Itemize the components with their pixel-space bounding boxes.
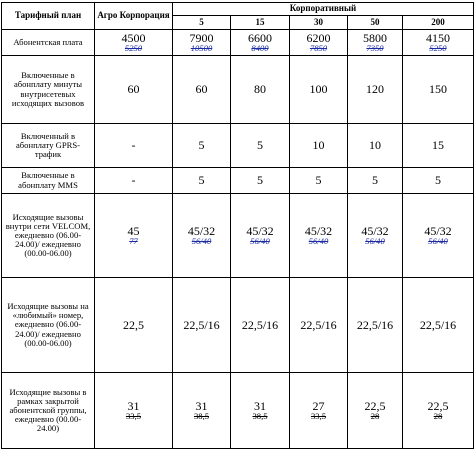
- current-price: 45/32: [187, 223, 216, 238]
- old-price: 5250: [124, 43, 143, 54]
- value-cell: [95, 56, 173, 124]
- old-price: 5250: [429, 43, 447, 54]
- old-price: 10500: [190, 43, 213, 54]
- current-price: 6600: [248, 30, 272, 45]
- value-cell: [290, 278, 348, 373]
- value-cell: [231, 373, 290, 449]
- old-price: 56/40: [308, 236, 329, 247]
- row-label: Включенные в абонплату минуты внутрисетевых исходящих вызовов: [2, 56, 95, 124]
- value-cell: [173, 194, 231, 278]
- current-price: 4500: [121, 30, 146, 45]
- old-price: 8400: [251, 43, 269, 54]
- current-price: 15: [432, 138, 444, 153]
- value-cell: [290, 30, 348, 56]
- current-price: 45/32: [424, 223, 452, 238]
- value-cell: [231, 124, 290, 168]
- current-price: 22,5/16: [356, 317, 394, 332]
- value-cell: [403, 168, 474, 194]
- current-price: 80: [254, 82, 266, 97]
- row-label: Исходящие вызовы в рамках закрытой абонентской группы, ежедневно (00.00-24.00): [2, 373, 95, 449]
- current-price: 4150: [426, 30, 450, 45]
- table-row: [2, 168, 474, 194]
- corporate-column-5: 5: [173, 16, 231, 30]
- value-cell: [231, 168, 290, 194]
- agro-header: Агро Корпорация: [95, 3, 173, 30]
- row-label: Включенный в абонплату GPRS-трафик: [2, 124, 95, 168]
- value-cell: [173, 168, 231, 194]
- table-body: [2, 30, 474, 449]
- old-price: 28: [370, 411, 380, 422]
- current-price: 10: [312, 138, 325, 153]
- value-cell: [95, 124, 173, 168]
- current-price: 5: [257, 173, 263, 188]
- row-label: Абонентская плата: [2, 30, 95, 56]
- row-label: Исходящие вызовы внутри сети VELCOM, ежедневно (06.00-24.00)/ ежедневно (00.00-06.00): [2, 194, 95, 278]
- current-price: 60: [195, 82, 208, 97]
- value-cell: [403, 30, 474, 56]
- value-cell: [348, 30, 403, 56]
- value-cell: [290, 194, 348, 278]
- value-cell: [95, 373, 173, 449]
- value-cell: [290, 56, 348, 124]
- value-cell: [173, 373, 231, 449]
- old-price: 56/40: [428, 236, 448, 247]
- value-cell: [403, 124, 474, 168]
- value-cell: [173, 56, 231, 124]
- value-cell: [95, 194, 173, 278]
- value-cell: [231, 278, 290, 373]
- value-cell: [403, 373, 474, 449]
- old-price: 56/40: [365, 236, 385, 247]
- value-cell: [348, 373, 403, 449]
- plan-header: Тарифный план: [2, 3, 95, 30]
- value-cell: [95, 278, 173, 373]
- value-cell: [231, 56, 290, 124]
- value-cell: [231, 194, 290, 278]
- value-cell: [95, 30, 173, 56]
- table-row: [2, 194, 474, 278]
- current-price: 120: [366, 82, 384, 97]
- current-price: 5: [257, 138, 263, 153]
- value-cell: [348, 278, 403, 373]
- value-cell: [290, 373, 348, 449]
- value-cell: [290, 168, 348, 194]
- corporate-column-200: 200: [403, 16, 474, 30]
- current-price: 10: [369, 138, 381, 153]
- current-price: 31: [127, 398, 140, 413]
- current-price: 7900: [189, 30, 214, 45]
- current-price: 100: [309, 82, 328, 97]
- old-price: 56/40: [250, 236, 270, 247]
- old-price: 77: [129, 236, 138, 247]
- current-price: 22,5: [427, 398, 449, 413]
- corporate-column-50: 50: [348, 16, 403, 30]
- old-price: 38,5: [252, 411, 268, 422]
- value-cell: [348, 168, 403, 194]
- row-label: Включенные в абонплату MMS: [2, 168, 95, 194]
- table-row: [2, 124, 474, 168]
- current-price: 45/32: [246, 223, 274, 238]
- current-price: 22,5/16: [419, 317, 457, 332]
- corporate-column-15: 15: [231, 16, 290, 30]
- current-price: 22,5: [364, 398, 386, 413]
- value-cell: [95, 168, 173, 194]
- value-cell: [403, 56, 474, 124]
- value-cell: [231, 30, 290, 56]
- value-cell: [290, 124, 348, 168]
- table-row: [2, 373, 474, 449]
- current-price: 5800: [363, 30, 387, 45]
- old-price: 7350: [366, 43, 384, 54]
- old-price: 56/40: [191, 236, 212, 247]
- old-price: 28: [433, 411, 443, 422]
- current-price: 45: [127, 223, 140, 238]
- table-row: [2, 56, 474, 124]
- value-cell: [348, 56, 403, 124]
- tariff-table: [1, 2, 474, 449]
- old-price: 33,5: [125, 411, 142, 422]
- current-price: 22,5/16: [241, 317, 279, 332]
- table-row: [2, 30, 474, 56]
- current-price: 27: [312, 398, 325, 413]
- current-price: 22,5/16: [300, 317, 337, 332]
- value-cell: [403, 278, 474, 373]
- current-price: 5: [435, 173, 441, 188]
- value-cell: [348, 194, 403, 278]
- current-price: 5: [198, 173, 205, 188]
- row-label: Исходящие вызовы на «любимый» номер, ежедневно (06.00-24.00)/ ежедневно (00.00-06.00): [2, 278, 95, 373]
- value-cell: [403, 194, 474, 278]
- old-price: 38,5: [193, 411, 210, 422]
- current-price: 31: [254, 398, 266, 413]
- current-price: 45/32: [361, 223, 389, 238]
- current-price: 150: [429, 82, 447, 97]
- corporate-header: Корпоративный: [173, 3, 474, 16]
- old-price: 33,5: [310, 411, 327, 422]
- current-price: 22,5: [123, 317, 144, 332]
- current-price: 31: [195, 398, 208, 413]
- current-price: 22,5/16: [183, 317, 220, 332]
- current-price: 60: [127, 82, 140, 97]
- value-cell: [348, 124, 403, 168]
- value-cell: [173, 278, 231, 373]
- value-cell: [173, 30, 231, 56]
- current-price: 5: [372, 173, 378, 188]
- current-price: 45/32: [304, 223, 333, 238]
- table-row: [2, 278, 474, 373]
- current-price: -: [131, 173, 136, 188]
- current-price: 5: [315, 173, 322, 188]
- header-row: [2, 3, 474, 16]
- value-cell: [173, 124, 231, 168]
- current-price: -: [131, 138, 136, 153]
- corporate-column-30: 30: [290, 16, 348, 30]
- current-price: 5: [198, 138, 205, 153]
- old-price: 7850: [309, 43, 328, 54]
- current-price: 6200: [306, 30, 331, 45]
